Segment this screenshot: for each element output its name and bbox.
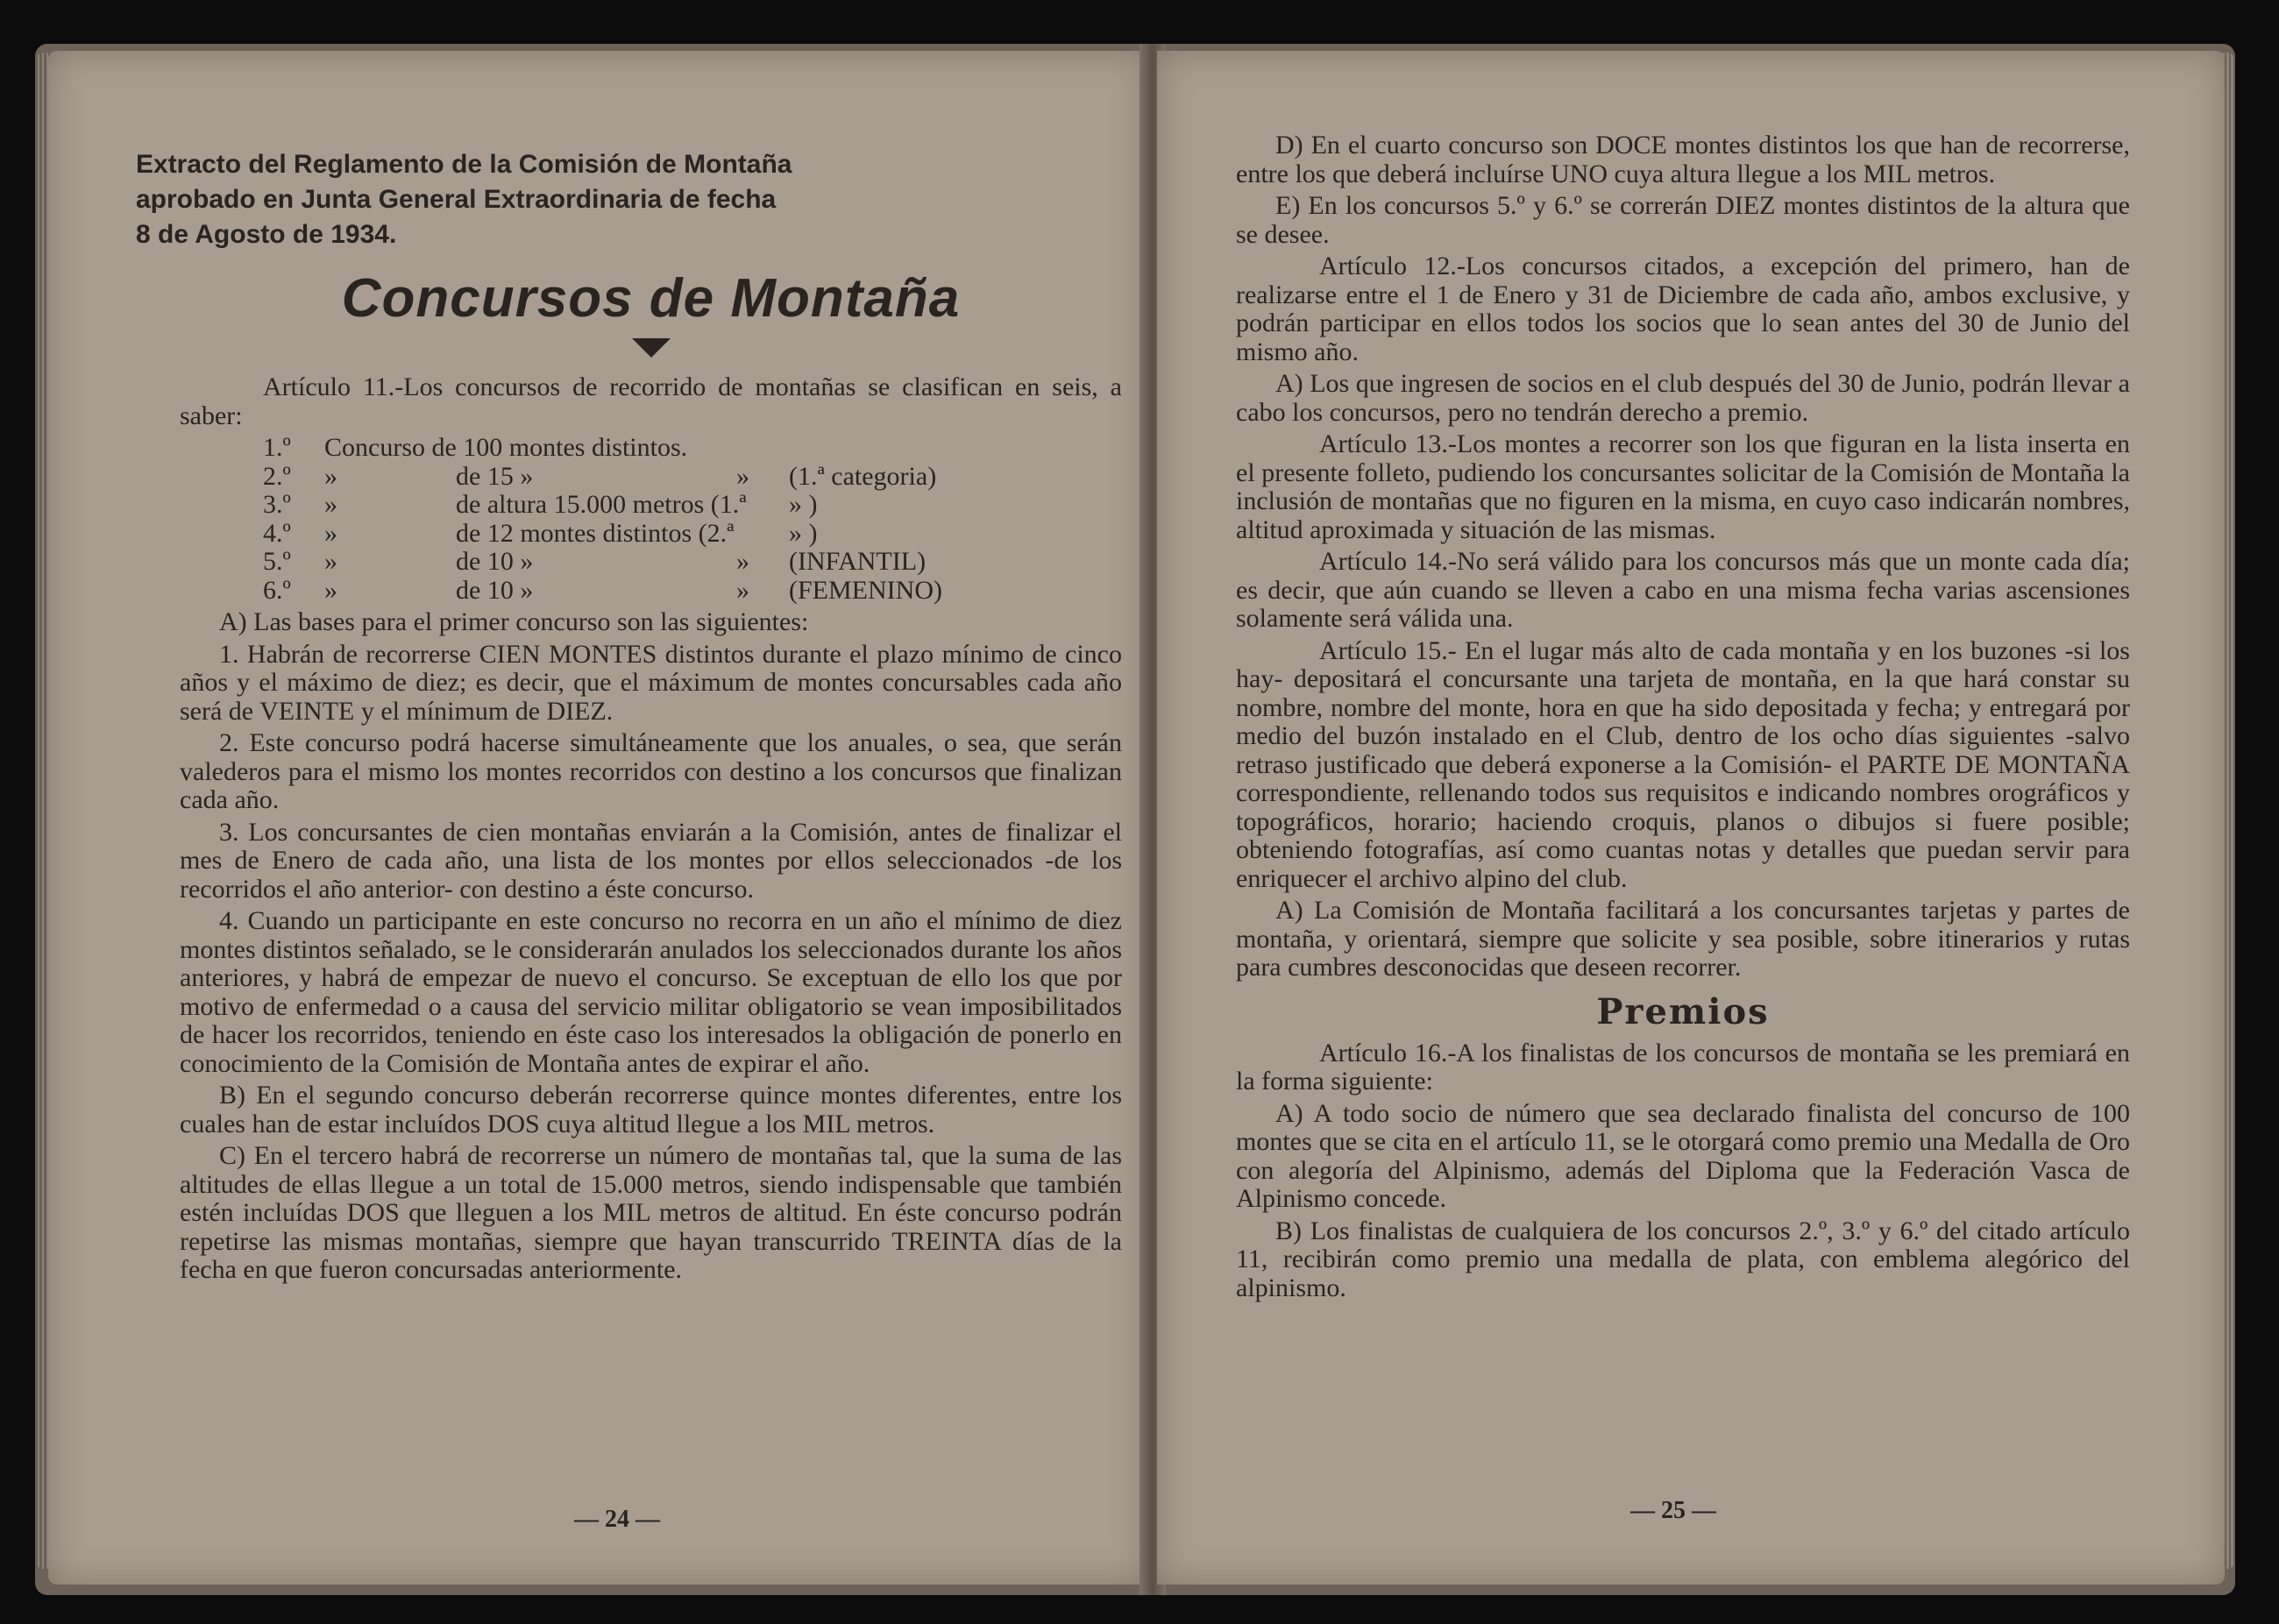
list-category: (INFANTIL) bbox=[789, 547, 927, 576]
regulation-extract-header bbox=[136, 147, 1122, 252]
ditto-mark: » bbox=[736, 547, 749, 576]
paragraph-b: B) En el segundo concurso deberán recorrerse quince montes diferentes, entre los cuales han de estar incluídos DOS cuya altitud llegue a los MIL metros. bbox=[180, 1081, 1122, 1138]
list-text: de 15 » bbox=[456, 461, 534, 491]
extract-line: 8 de Agosto de 1934. bbox=[136, 220, 397, 249]
list-number: 5.º bbox=[263, 547, 291, 576]
triangle-ornament-icon bbox=[632, 338, 671, 358]
extract-line: aprobado en Junta General Extraordinaria de fecha bbox=[136, 185, 777, 214]
article-11-intro: Artículo 11.-Los concursos de recorrido de montañas se clasifican en seis, a saber: bbox=[180, 372, 1122, 430]
page-number: — 25 — bbox=[1630, 1497, 1716, 1524]
article-16: Artículo 16.-A los finalistas de los concursos de montaña se les premiará en la forma siguiente: bbox=[1236, 1038, 2130, 1096]
list-text: Concurso de 100 montes distintos. bbox=[324, 433, 688, 462]
left-page-content bbox=[136, 147, 1122, 1285]
paragraph-2: 2. Este concurso podrá hacerse simultáneamente que los anuales, o sea, que serán valederos para el mismo los montes recorridos con destino a los concursos que finalizan cada año. bbox=[180, 728, 1122, 814]
ditto-mark: » bbox=[324, 518, 337, 548]
ditto-mark: » bbox=[324, 461, 337, 491]
ditto-mark: » bbox=[324, 547, 337, 576]
article-13: Artículo 13.-Los montes a recorrer son los que figuran en la lista inserta en el presente folleto, pudiendo los concursantes solicitar de la Comisión de Montaña la inclusión de montañas que no figuren en la misma, en cuyo caso indicarán nombres, altitud aproximada y situación de las mismas. bbox=[1236, 429, 2130, 544]
contest-list bbox=[263, 434, 1122, 605]
list-text: de 10 » bbox=[456, 547, 534, 576]
list-item bbox=[263, 463, 1122, 492]
paragraph-e: E) En los concursos 5.º y 6.º se correrán DIEZ montes distintos de la altura que se desee. bbox=[1236, 191, 2130, 249]
list-item bbox=[263, 577, 1122, 606]
ditto-mark: » bbox=[324, 575, 337, 605]
list-item bbox=[263, 491, 1122, 520]
ditto-mark: » bbox=[324, 490, 337, 519]
paragraph-4: 4. Cuando un participante en este concurso no recorra en un año el mínimo de diez montes distintos señalado, se le considerarán anulados los seleccionados durante los años anteriores, y habrá de empezar de nuevo el concurso. Se exceptuan de ello los que por motivo de enfermedad o a causa del servicio militar obligatorio se vean imposibilitados de hacer los recorridos, teniendo en éste caso los interesados la obligación de ponerlo en conocimiento de la Comisión de Montaña antes de expirar el año. bbox=[180, 906, 1122, 1078]
article-12: Artículo 12.-Los concursos citados, a excepción del primero, han de realizarse entre el 1 de Enero y 31 de Diciembre de cada año, ambos exclusive, y podrán participar en ellos todos los socios que lo sean antes del 30 de Junio del mismo año. bbox=[1236, 252, 2130, 366]
list-number: 2.º bbox=[263, 461, 291, 491]
paragraph-d: D) En el cuarto concurso son DOCE montes distintos los que han de recorrerse, entre los que deberá incluírse UNO cuya altura llegue a los MIL metros. bbox=[1236, 131, 2130, 188]
section-heading-premios: Premios bbox=[1596, 990, 1770, 1032]
right-page-content bbox=[1236, 131, 2130, 1302]
article-12-a: A) Los que ingresen de socios en el club después del 30 de Junio, podrán llevar a cabo los concursos, pero no tendrán derecho a premio. bbox=[1236, 369, 2130, 427]
article-16-b: B) Los finalistas de cualquiera de los concursos 2.º, 3.º y 6.º del citado artículo 11, recibirán como premio una medalla de plata, con emblema alegórico del alpinismo. bbox=[1236, 1216, 2130, 1302]
paragraph-c: C) En el tercero habrá de recorrerse un número de montañas tal, que la suma de las altitudes de ellas llegue a un total de 15.000 metros, siendo indispensable que también estén incluídas DOS que lleguen a los MIL metros de altitud. En éste concurso podrán repetirse las mismas montañas, siempre que hayan transcurrido TREINTA días de la fecha en que fueron concursadas anteriormente. bbox=[180, 1141, 1122, 1284]
list-item bbox=[263, 548, 1122, 577]
list-category: (FEMENINO) bbox=[789, 575, 942, 605]
list-text: de 10 » bbox=[456, 575, 534, 605]
paragraph-3: 3. Los concursantes de cien montañas enviarán a la Comisión, antes de finalizar el mes de Enero de cada año, una lista de los montes por ellos seleccionados -de los recorridos el año anterior- con destino a éste concurso. bbox=[180, 817, 1122, 904]
article-16-a: A) A todo socio de número que sea declarado finalista del concurso de 100 montes que se cita en el artículo 11, se le otorgará como premio una Medalla de Oro con alegoría del Alpinismo, además del Diploma que la Federación Vasca de Alpinismo concede. bbox=[1236, 1098, 2130, 1213]
list-number: 1.º bbox=[263, 433, 291, 462]
article-14: Artículo 14.-No será válido para los concursos más que un monte cada día; es decir, que aún cuando se lleven a cabo en una misma fecha varias ascensiones solamente será válida una. bbox=[1236, 547, 2130, 633]
list-number: 4.º bbox=[263, 518, 291, 548]
ditto-mark: » bbox=[736, 575, 749, 605]
right-page bbox=[1157, 51, 2225, 1585]
extract-line: Extracto del Reglamento de la Comisión de Montaña bbox=[136, 150, 792, 179]
list-item bbox=[263, 434, 1122, 463]
article-15: Artículo 15.- En el lugar más alto de cada montaña y en los buzones -si los hay- depositará el concursante una tarjeta de montaña, en la que hará constar su nombre, nombre del monte, hora en que ha sido depositada y fecha; y entregará por medio del buzón instalado en el Club, dentro de los ocho días siguientes -salvo retraso justificado que deberá exponerse a la Comisión- el PARTE DE MONTAÑA correspondiente, rellenando todos sus requisitos e indicando nombres orográficos y topográficos, horario; haciendo croquis, planos o dibujos si fuere posible; obteniendo fotografías, así como cuantas notas y detalles que puedan servir para enriquecer el archivo alpino del club. bbox=[1236, 635, 2130, 893]
article-15-a: A) La Comisión de Montaña facilitará a los concursantes tarjetas y partes de montaña, y orientará, siempre que solicite y sea posible, sobre itinerarios y rutas para cumbres desconocidas que deseen recorrer. bbox=[1236, 896, 2130, 982]
list-category: (1.ª categoria) bbox=[789, 461, 937, 491]
left-page bbox=[48, 51, 1148, 1585]
list-category: » ) bbox=[789, 490, 818, 519]
list-text: de 12 montes distintos (2.ª bbox=[456, 518, 735, 548]
page-title: Concursos de Montaña bbox=[341, 268, 961, 329]
paragraph-1: 1. Habrán de recorrerse CIEN MONTES distintos durante el plazo mínimo de cinco años y el máximo de diez; es decir, que el máximum de montes concursables cada año será de VEINTE y el mínimum de DIEZ. bbox=[180, 639, 1122, 726]
list-text: de altura 15.000 metros (1.ª bbox=[456, 490, 747, 519]
page-number: — 24 — bbox=[574, 1506, 660, 1533]
list-number: 6.º bbox=[263, 575, 291, 605]
paragraph-a: A) Las bases para el primer concurso son las siguientes: bbox=[219, 607, 809, 636]
list-item bbox=[263, 520, 1122, 549]
list-category: » ) bbox=[789, 518, 818, 548]
ditto-mark: » bbox=[736, 461, 749, 491]
list-number: 3.º bbox=[263, 490, 291, 519]
